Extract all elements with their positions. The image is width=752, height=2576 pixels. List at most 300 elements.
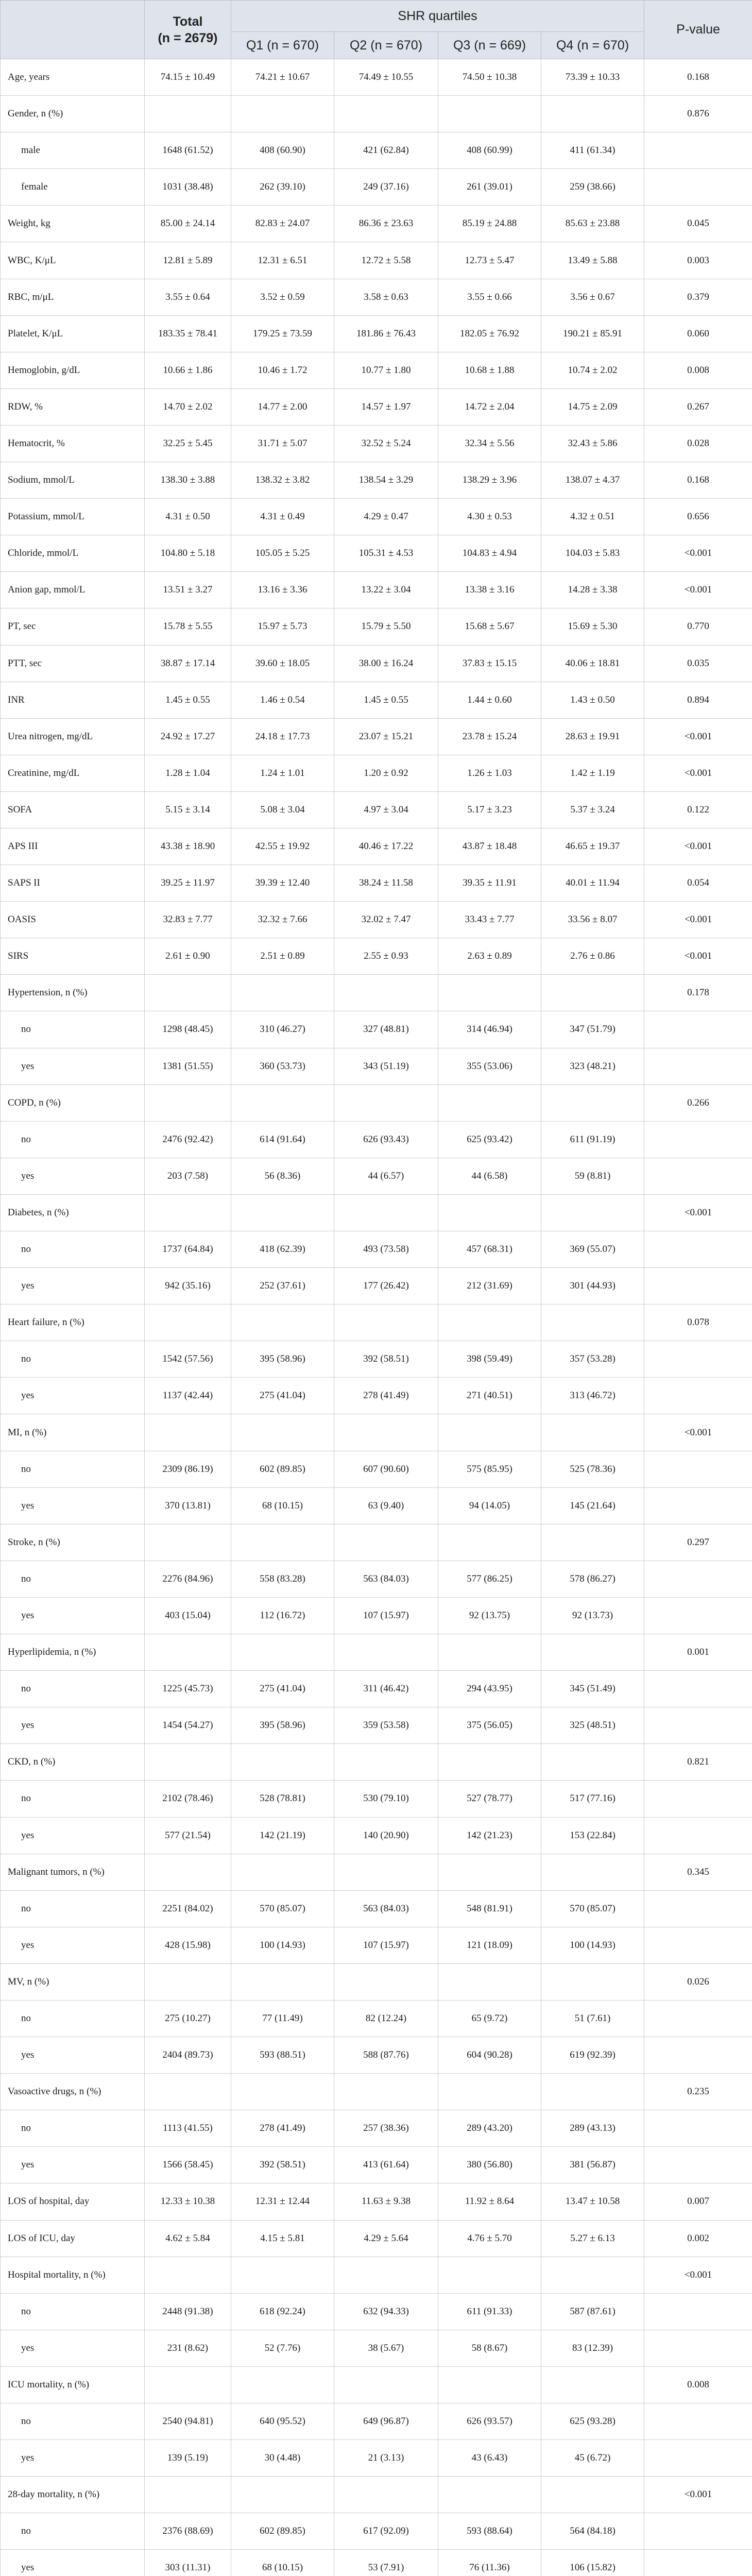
cell-q4: 369 (55.07) xyxy=(541,1231,644,1268)
table-row xyxy=(1,1963,752,2000)
cell-q4: 10.74 ± 2.02 xyxy=(541,352,644,388)
cell-total: 2251 (84.02) xyxy=(145,1890,231,1927)
cell-pvalue xyxy=(644,1048,752,1084)
cell-variable: yes xyxy=(1,1487,145,1524)
cell-q2: 626 (93.43) xyxy=(334,1121,438,1158)
cell-q3: 4.30 ± 0.53 xyxy=(438,499,541,535)
cell-total: 1113 (41.55) xyxy=(145,2110,231,2147)
cell-total: 43.38 ± 18.90 xyxy=(145,828,231,865)
cell-q4: 619 (92.39) xyxy=(541,2037,644,2074)
cell-variable: yes xyxy=(1,1378,145,1414)
cell-q3: 261 (39.01) xyxy=(438,169,541,206)
cell-q4: 92 (13.73) xyxy=(541,1597,644,1634)
cell-total: 74.15 ± 10.49 xyxy=(145,59,231,96)
cell-pvalue xyxy=(644,1781,752,1817)
cell-pvalue: 0.054 xyxy=(644,865,752,902)
cell-total: 10.66 ± 1.86 xyxy=(145,352,231,388)
cell-variable: RDW, % xyxy=(1,388,145,425)
cell-q2: 32.02 ± 7.47 xyxy=(334,902,438,938)
cell-q3: 33.43 ± 7.77 xyxy=(438,902,541,938)
cell-pvalue: 0.122 xyxy=(644,791,752,828)
cell-q1 xyxy=(231,975,334,1011)
table-row xyxy=(1,828,752,865)
cell-q3: 142 (21.23) xyxy=(438,1817,541,1854)
cell-variable: no xyxy=(1,1781,145,1817)
cell-variable: LOS of hospital, day xyxy=(1,2183,145,2220)
table-row xyxy=(1,279,752,315)
cell-q1 xyxy=(231,2366,334,2403)
cell-q3 xyxy=(438,2477,541,2513)
cell-q3: 355 (53.06) xyxy=(438,1048,541,1084)
table-row xyxy=(1,902,752,938)
table-row xyxy=(1,1084,752,1121)
cell-q3 xyxy=(438,1524,541,1561)
cell-variable: Hemoglobin, g/dL xyxy=(1,352,145,388)
cell-q1: 570 (85.07) xyxy=(231,1890,334,1927)
cell-q4: 1.42 ± 1.19 xyxy=(541,755,644,791)
table-row xyxy=(1,2037,752,2074)
cell-variable: yes xyxy=(1,1048,145,1084)
cell-q4: 33.56 ± 8.07 xyxy=(541,902,644,938)
cell-pvalue: 0.168 xyxy=(644,59,752,96)
cell-q2: 4.29 ± 0.47 xyxy=(334,499,438,535)
cell-q1: 614 (91.64) xyxy=(231,1121,334,1158)
cell-q2: 1.20 ± 0.92 xyxy=(334,755,438,791)
cell-variable: yes xyxy=(1,1707,145,1744)
cell-pvalue: 0.876 xyxy=(644,96,752,132)
cell-q3: 294 (43.95) xyxy=(438,1671,541,1707)
cell-pvalue: 0.002 xyxy=(644,2220,752,2257)
cell-q3 xyxy=(438,1304,541,1341)
cell-q1 xyxy=(231,1304,334,1341)
cell-q1 xyxy=(231,1963,334,2000)
cell-total xyxy=(145,96,231,132)
cell-q2: 617 (92.09) xyxy=(334,2513,438,2550)
cell-q4 xyxy=(541,2074,644,2110)
cell-pvalue: 0.026 xyxy=(644,1963,752,2000)
cell-q1: 39.60 ± 18.05 xyxy=(231,645,334,682)
cell-q2 xyxy=(334,1854,438,1890)
cell-total: 39.25 ± 11.97 xyxy=(145,865,231,902)
cell-q3: 604 (90.28) xyxy=(438,2037,541,2074)
cell-total: 203 (7.58) xyxy=(145,1158,231,1194)
cell-q2: 44 (6.57) xyxy=(334,1158,438,1194)
table-row xyxy=(1,718,752,755)
cell-q2: 14.57 ± 1.97 xyxy=(334,388,438,425)
cell-q2: 40.46 ± 17.22 xyxy=(334,828,438,865)
table-row xyxy=(1,2110,752,2147)
cell-q1 xyxy=(231,1084,334,1121)
cell-q2 xyxy=(334,2257,438,2293)
cell-q3: 39.35 ± 11.91 xyxy=(438,865,541,902)
cell-total: 2276 (84.96) xyxy=(145,1561,231,1597)
table-row xyxy=(1,2477,752,2513)
cell-total: 138.30 ± 3.88 xyxy=(145,462,231,499)
cell-q1: 142 (21.19) xyxy=(231,1817,334,1854)
cell-q1 xyxy=(231,2257,334,2293)
cell-pvalue: 0.060 xyxy=(644,315,752,352)
cell-variable: yes xyxy=(1,1927,145,1963)
cell-pvalue xyxy=(644,169,752,206)
cell-q2: 632 (94.33) xyxy=(334,2293,438,2330)
table-row xyxy=(1,1854,752,1890)
cell-q1: 2.51 ± 0.89 xyxy=(231,938,334,975)
table-row xyxy=(1,1781,752,1817)
cell-q3: 380 (56.80) xyxy=(438,2147,541,2183)
cell-pvalue: <0.001 xyxy=(644,755,752,791)
cell-total xyxy=(145,2257,231,2293)
cell-q1: 24.18 ± 17.73 xyxy=(231,718,334,755)
cell-total: 4.62 ± 5.84 xyxy=(145,2220,231,2257)
cell-total: 1298 (48.45) xyxy=(145,1011,231,1048)
cell-q4 xyxy=(541,1963,644,2000)
cell-q4: 345 (51.49) xyxy=(541,1671,644,1707)
cell-variable: yes xyxy=(1,2147,145,2183)
cell-q1: 42.55 ± 19.92 xyxy=(231,828,334,865)
cell-q2: 343 (51.19) xyxy=(334,1048,438,1084)
cell-total xyxy=(145,2477,231,2513)
table-row xyxy=(1,1121,752,1158)
cell-q3: 593 (88.64) xyxy=(438,2513,541,2550)
cell-q3: 92 (13.75) xyxy=(438,1597,541,1634)
cell-q3 xyxy=(438,2257,541,2293)
cell-q2 xyxy=(334,1304,438,1341)
cell-q3: 11.92 ± 8.64 xyxy=(438,2183,541,2220)
table-row xyxy=(1,1011,752,1048)
cell-q3: 32.34 ± 5.56 xyxy=(438,425,541,462)
cell-variable: OASIS xyxy=(1,902,145,938)
cell-pvalue: 0.008 xyxy=(644,2366,752,2403)
cell-q3: 289 (43.20) xyxy=(438,2110,541,2147)
cell-pvalue xyxy=(644,2110,752,2147)
table-row xyxy=(1,1597,752,1634)
cell-variable: yes xyxy=(1,1597,145,1634)
cell-q3: 58 (8.67) xyxy=(438,2330,541,2366)
cell-pvalue xyxy=(644,1487,752,1524)
table-row xyxy=(1,1194,752,1231)
cell-total: 2102 (78.46) xyxy=(145,1781,231,1817)
cell-q2: 82 (12.24) xyxy=(334,2000,438,2037)
cell-q3: 182.05 ± 76.92 xyxy=(438,315,541,352)
cell-q1: 68 (10.15) xyxy=(231,1487,334,1524)
table-row xyxy=(1,1927,752,1963)
cell-q1: 392 (58.51) xyxy=(231,2147,334,2183)
cell-total: 370 (13.81) xyxy=(145,1487,231,1524)
table-row xyxy=(1,1304,752,1341)
cell-q2: 327 (48.81) xyxy=(334,1011,438,1048)
cell-q3: 548 (81.91) xyxy=(438,1890,541,1927)
cell-variable: Gender, n (%) xyxy=(1,96,145,132)
cell-variable: SOFA xyxy=(1,791,145,828)
cell-pvalue xyxy=(644,2037,752,2074)
cell-pvalue xyxy=(644,2403,752,2440)
cell-pvalue: 0.028 xyxy=(644,425,752,462)
table-row xyxy=(1,462,752,499)
cell-variable: Potassium, mmol/L xyxy=(1,499,145,535)
cell-q1: 100 (14.93) xyxy=(231,1927,334,1963)
cell-q1: 82.83 ± 24.07 xyxy=(231,206,334,242)
cell-total: 32.25 ± 5.45 xyxy=(145,425,231,462)
table-row xyxy=(1,608,752,645)
cell-q2: 563 (84.03) xyxy=(334,1890,438,1927)
cell-pvalue: 0.267 xyxy=(644,388,752,425)
cell-total xyxy=(145,2074,231,2110)
cell-q4: 570 (85.07) xyxy=(541,1890,644,1927)
cell-q3: 5.17 ± 3.23 xyxy=(438,791,541,828)
cell-pvalue: 0.235 xyxy=(644,2074,752,2110)
cell-q4: 40.06 ± 18.81 xyxy=(541,645,644,682)
cell-q2: 38 (5.67) xyxy=(334,2330,438,2366)
cell-total: 183.35 ± 78.41 xyxy=(145,315,231,352)
cell-q1: 10.46 ± 1.72 xyxy=(231,352,334,388)
cell-pvalue: <0.001 xyxy=(644,938,752,975)
cell-q3 xyxy=(438,975,541,1011)
cell-total: 2404 (89.73) xyxy=(145,2037,231,2074)
cell-variable: no xyxy=(1,2403,145,2440)
cell-q1: 395 (58.96) xyxy=(231,1707,334,1744)
cell-q4: 411 (61.34) xyxy=(541,132,644,169)
cell-total: 2309 (86.19) xyxy=(145,1451,231,1487)
cell-q2: 2.55 ± 0.93 xyxy=(334,938,438,975)
cell-variable: Stroke, n (%) xyxy=(1,1524,145,1561)
cell-q4 xyxy=(541,96,644,132)
cell-q4: 51 (7.61) xyxy=(541,2000,644,2037)
cell-q1: 593 (88.51) xyxy=(231,2037,334,2074)
cell-variable: female xyxy=(1,169,145,206)
cell-q2: 421 (62.84) xyxy=(334,132,438,169)
cell-total xyxy=(145,1084,231,1121)
cell-q4: 313 (46.72) xyxy=(541,1378,644,1414)
cell-q1: 39.39 ± 12.40 xyxy=(231,865,334,902)
cell-q4 xyxy=(541,1634,644,1671)
cell-total: 5.15 ± 3.14 xyxy=(145,791,231,828)
cell-q2 xyxy=(334,96,438,132)
cell-q4: 625 (93.28) xyxy=(541,2403,644,2440)
cell-q4 xyxy=(541,1084,644,1121)
table-row xyxy=(1,791,752,828)
cell-q4: 14.75 ± 2.09 xyxy=(541,388,644,425)
table-row xyxy=(1,755,752,791)
cell-q1: 74.21 ± 10.67 xyxy=(231,59,334,96)
cell-pvalue: 0.656 xyxy=(644,499,752,535)
cell-q2 xyxy=(334,2366,438,2403)
cell-total xyxy=(145,2366,231,2403)
cell-q4: 40.01 ± 11.94 xyxy=(541,865,644,902)
cell-q2: 12.72 ± 5.58 xyxy=(334,242,438,279)
cell-q1 xyxy=(231,1194,334,1231)
cell-pvalue xyxy=(644,2550,752,2576)
cell-q3: 65 (9.72) xyxy=(438,2000,541,2037)
cell-pvalue xyxy=(644,1890,752,1927)
cell-q1: 1.46 ± 0.54 xyxy=(231,682,334,718)
table-row xyxy=(1,2147,752,2183)
cell-q1: 12.31 ± 12.44 xyxy=(231,2183,334,2220)
cell-total: 4.31 ± 0.50 xyxy=(145,499,231,535)
cell-q4: 5.27 ± 6.13 xyxy=(541,2220,644,2257)
cell-q1: 12.31 ± 6.51 xyxy=(231,242,334,279)
cell-q1: 14.77 ± 2.00 xyxy=(231,388,334,425)
cell-q4: 45 (6.72) xyxy=(541,2440,644,2477)
cell-q2: 588 (87.76) xyxy=(334,2037,438,2074)
cell-q4: 517 (77.16) xyxy=(541,1781,644,1817)
cell-q3 xyxy=(438,1414,541,1451)
cell-variable: APS III xyxy=(1,828,145,865)
cell-q4 xyxy=(541,1414,644,1451)
cell-q2: 11.63 ± 9.38 xyxy=(334,2183,438,2220)
cell-q1: 56 (8.36) xyxy=(231,1158,334,1194)
cell-q3 xyxy=(438,2366,541,2403)
cell-q2: 32.52 ± 5.24 xyxy=(334,425,438,462)
cell-q1: 4.31 ± 0.49 xyxy=(231,499,334,535)
table-row xyxy=(1,206,752,242)
cell-q4 xyxy=(541,1524,644,1561)
cell-variable: 28-day mortality, n (%) xyxy=(1,2477,145,2513)
cell-q3 xyxy=(438,96,541,132)
cell-q3 xyxy=(438,1854,541,1890)
cell-variable: yes xyxy=(1,1817,145,1854)
cell-q1: 275 (41.04) xyxy=(231,1671,334,1707)
cell-q1: 528 (78.81) xyxy=(231,1781,334,1817)
cell-q3: 14.72 ± 2.04 xyxy=(438,388,541,425)
cell-q2: 493 (73.58) xyxy=(334,1231,438,1268)
cell-total xyxy=(145,975,231,1011)
cell-q2: 107 (15.97) xyxy=(334,1927,438,1963)
cell-q2: 74.49 ± 10.55 xyxy=(334,59,438,96)
table-row xyxy=(1,1671,752,1707)
table-row xyxy=(1,1561,752,1597)
table-row xyxy=(1,1378,752,1414)
cell-pvalue xyxy=(644,2293,752,2330)
cell-pvalue xyxy=(644,1451,752,1487)
cell-q4: 14.28 ± 3.38 xyxy=(541,572,644,608)
cell-pvalue: 0.770 xyxy=(644,608,752,645)
cell-q2: 3.58 ± 0.63 xyxy=(334,279,438,315)
cell-q1: 4.15 ± 5.81 xyxy=(231,2220,334,2257)
cell-q2: 392 (58.51) xyxy=(334,1341,438,1378)
cell-q3: 43 (6.43) xyxy=(438,2440,541,2477)
cell-pvalue xyxy=(644,1597,752,1634)
cell-q4: 28.63 ± 19.91 xyxy=(541,718,644,755)
cell-q4: 301 (44.93) xyxy=(541,1268,644,1304)
cell-total: 12.33 ± 10.38 xyxy=(145,2183,231,2220)
cell-pvalue xyxy=(644,132,752,169)
cell-q4: 587 (87.61) xyxy=(541,2293,644,2330)
table-row xyxy=(1,865,752,902)
cell-q4 xyxy=(541,2366,644,2403)
cell-q1: 418 (62.39) xyxy=(231,1231,334,1268)
table-row xyxy=(1,2403,752,2440)
table-row xyxy=(1,1414,752,1451)
cell-q4: 83 (12.39) xyxy=(541,2330,644,2366)
cell-pvalue: 0.345 xyxy=(644,1854,752,1890)
cell-q2: 38.24 ± 11.58 xyxy=(334,865,438,902)
cell-q4: 100 (14.93) xyxy=(541,1927,644,1963)
cell-variable: no xyxy=(1,1121,145,1158)
cell-q1: 13.16 ± 3.36 xyxy=(231,572,334,608)
cell-q2: 63 (9.40) xyxy=(334,1487,438,1524)
cell-q2: 53 (7.91) xyxy=(334,2550,438,2576)
table-row xyxy=(1,169,752,206)
cell-pvalue: <0.001 xyxy=(644,2477,752,2513)
cell-q1: 15.97 ± 5.73 xyxy=(231,608,334,645)
table-body xyxy=(1,59,752,2576)
cell-q4: 525 (78.36) xyxy=(541,1451,644,1487)
table-row xyxy=(1,682,752,718)
cell-variable: no xyxy=(1,1231,145,1268)
table-row xyxy=(1,242,752,279)
cell-q3: 37.83 ± 15.15 xyxy=(438,645,541,682)
cell-variable: INR xyxy=(1,682,145,718)
cell-variable: Chloride, mmol/L xyxy=(1,535,145,572)
cell-q4: 13.47 ± 10.58 xyxy=(541,2183,644,2220)
cell-q3: 43.87 ± 18.48 xyxy=(438,828,541,865)
cell-total xyxy=(145,1194,231,1231)
cell-q4: 564 (84.18) xyxy=(541,2513,644,2550)
cell-pvalue: 0.266 xyxy=(644,1084,752,1121)
cell-variable: Heart failure, n (%) xyxy=(1,1304,145,1341)
cell-q1: 5.08 ± 3.04 xyxy=(231,791,334,828)
header-variable xyxy=(1,1,145,59)
cell-total: 1381 (51.55) xyxy=(145,1048,231,1084)
cell-q4 xyxy=(541,1304,644,1341)
cell-q3: 375 (56.05) xyxy=(438,1707,541,1744)
cell-variable: WBC, K/μL xyxy=(1,242,145,279)
table-row xyxy=(1,572,752,608)
header-q1: Q1 (n = 670) xyxy=(231,32,334,59)
cell-variable: Hospital mortality, n (%) xyxy=(1,2257,145,2293)
cell-q3: 13.38 ± 3.16 xyxy=(438,572,541,608)
table-row xyxy=(1,1231,752,1268)
cell-q4: 1.43 ± 0.50 xyxy=(541,682,644,718)
cell-pvalue: 0.379 xyxy=(644,279,752,315)
cell-variable: Platelet, K/μL xyxy=(1,315,145,352)
cell-q2 xyxy=(334,1634,438,1671)
cell-pvalue: 0.035 xyxy=(644,645,752,682)
cell-variable: no xyxy=(1,2513,145,2550)
cell-q3: 138.29 ± 3.96 xyxy=(438,462,541,499)
cell-q2 xyxy=(334,1963,438,2000)
table-row xyxy=(1,352,752,388)
cell-variable: no xyxy=(1,1890,145,1927)
cell-pvalue: <0.001 xyxy=(644,2257,752,2293)
cell-q1: 3.52 ± 0.59 xyxy=(231,279,334,315)
cell-total: 139 (5.19) xyxy=(145,2440,231,2477)
cell-q1: 31.71 ± 5.07 xyxy=(231,425,334,462)
cell-variable: no xyxy=(1,2000,145,2037)
cell-variable: Malignant tumors, n (%) xyxy=(1,1854,145,1890)
table-row xyxy=(1,2513,752,2550)
cell-q1: 52 (7.76) xyxy=(231,2330,334,2366)
cell-q4: 59 (8.81) xyxy=(541,1158,644,1194)
cell-q3: 575 (85.95) xyxy=(438,1451,541,1487)
cell-total: 24.92 ± 17.27 xyxy=(145,718,231,755)
cell-q4: 2.76 ± 0.86 xyxy=(541,938,644,975)
cell-q2: 607 (90.60) xyxy=(334,1451,438,1487)
cell-q4: 15.69 ± 5.30 xyxy=(541,608,644,645)
cell-q2 xyxy=(334,2477,438,2513)
cell-q3: 121 (18.09) xyxy=(438,1927,541,1963)
cell-q1: 602 (89.85) xyxy=(231,1451,334,1487)
cell-q2: 23.07 ± 15.21 xyxy=(334,718,438,755)
cell-total: 38.87 ± 17.14 xyxy=(145,645,231,682)
cell-total: 2.61 ± 0.90 xyxy=(145,938,231,975)
cell-q1: 395 (58.96) xyxy=(231,1341,334,1378)
cell-variable: MV, n (%) xyxy=(1,1963,145,2000)
cell-pvalue xyxy=(644,1341,752,1378)
cell-q1: 77 (11.49) xyxy=(231,2000,334,2037)
cell-q2 xyxy=(334,1524,438,1561)
cell-pvalue xyxy=(644,1378,752,1414)
